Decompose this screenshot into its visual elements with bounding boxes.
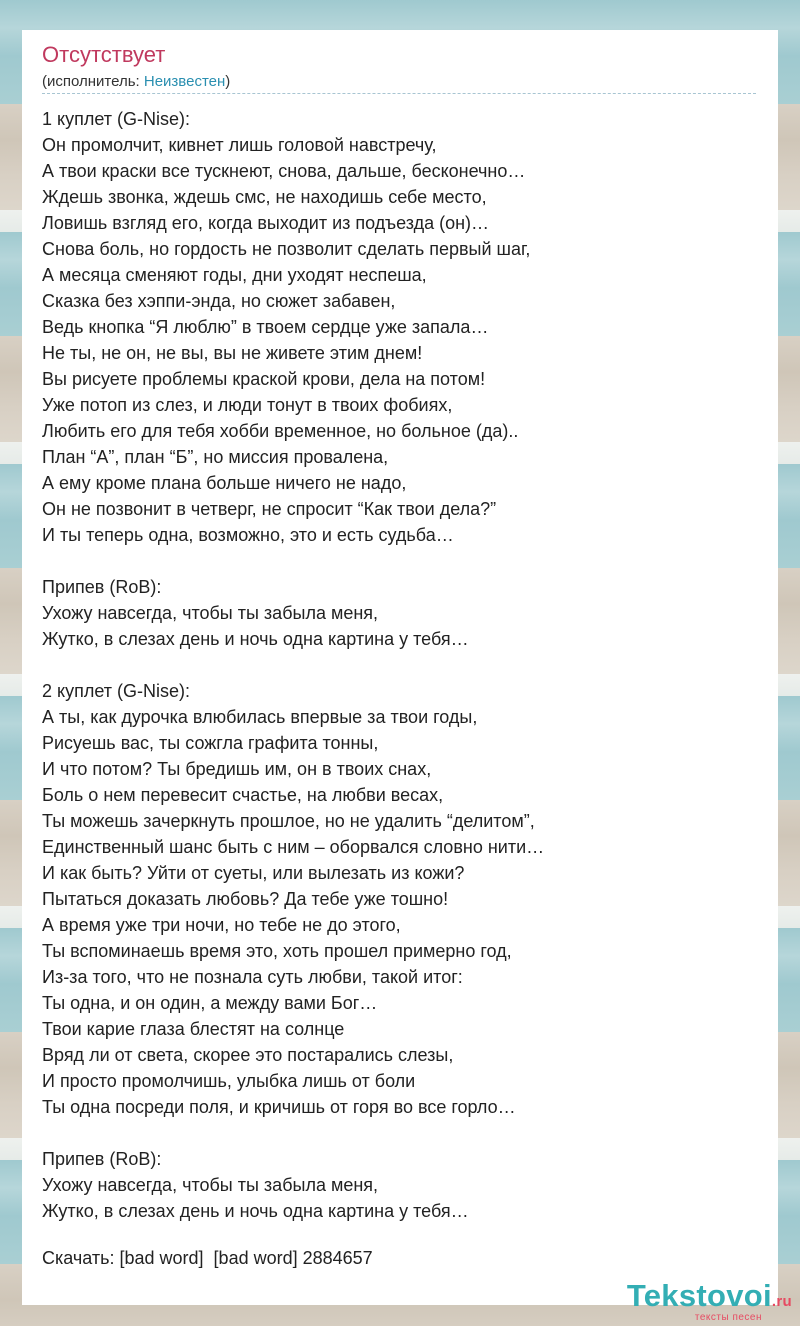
lyrics-line: Вы рисуете проблемы краской крови, дела на потом! xyxy=(42,369,486,389)
logo-domain: .ru xyxy=(771,1293,792,1310)
lyrics-line: Ты можешь зачеркнуть прошлое, но не удалить “делитом”, xyxy=(42,811,535,831)
lyrics-line: Твои карие глаза блестят на солнце xyxy=(42,1019,345,1039)
lyrics-blank-line xyxy=(42,652,762,678)
download-line: Скачать: [bad word] [bad word] 2884657 xyxy=(42,1248,373,1268)
lyrics-line: Припев (RoB): xyxy=(42,577,162,597)
lyrics-line: Боль о нем перевесит счастье, на любви весах, xyxy=(42,785,444,805)
song-title: Отсутствует xyxy=(42,42,166,67)
artist-line xyxy=(42,73,230,90)
lyrics-line: Ты вспоминаешь время это, хоть прошел примерно год, xyxy=(42,941,512,961)
lyrics-line: И как быть? Уйти от суеты, или вылезать из кожи? xyxy=(42,863,465,883)
lyrics-line: А ему кроме плана больше ничего не надо, xyxy=(42,473,407,493)
logo-name: Tekstovoi xyxy=(626,1278,772,1313)
lyrics-line: Ловишь взгляд его, когда выходит из подъезда (он)… xyxy=(42,213,490,233)
lyrics-line: Рисуешь вас, ты сожгла графита тонны, xyxy=(42,733,379,753)
lyrics-line: Любить его для тебя хобби временное, но больное (да).. xyxy=(42,421,519,441)
logo-tagline: тексты песен xyxy=(694,1312,762,1323)
lyrics-line: И просто промолчишь, улыбка лишь от боли xyxy=(42,1071,416,1091)
lyrics-line: Он промолчит, кивнет лишь головой навстречу, xyxy=(42,135,437,155)
lyrics-line: Припев (RoB): xyxy=(42,1149,162,1169)
lyrics-line: Ухожу навсегда, чтобы ты забыла меня, xyxy=(42,603,379,623)
lyrics-line: А твои краски все тускнеют, снова, дальше, бесконечно… xyxy=(42,161,526,181)
lyrics-line: А время уже три ночи, но тебе не до этого, xyxy=(42,915,401,935)
lyrics-line: Ты одна, и он один, а между вами Бог… xyxy=(42,993,378,1013)
lyrics-line: Ждешь звонка, ждешь смс, не находишь себе место, xyxy=(42,187,487,207)
lyrics-line: Пытаться доказать любовь? Да тебе уже тошно! xyxy=(42,889,449,909)
lyrics-line: Ухожу навсегда, чтобы ты забыла меня, xyxy=(42,1175,379,1195)
artist-prefix: (исполнитель: xyxy=(42,73,144,90)
title-divider xyxy=(42,93,756,94)
lyrics-line: Не ты, не он, не вы, вы не живете этим днем! xyxy=(42,343,423,363)
lyrics-line: Жутко, в слезах день и ночь одна картина у тебя… xyxy=(42,1201,469,1221)
lyrics-body xyxy=(42,106,762,1224)
lyrics-line: А месяца сменяют годы, дни уходят неспеша, xyxy=(42,265,427,285)
lyrics-line: И ты теперь одна, возможно, это и есть судьба… xyxy=(42,525,454,545)
lyrics-line: Уже потоп из слез, и люди тонут в твоих фобиях, xyxy=(42,395,453,415)
lyrics-blank-line xyxy=(42,1120,762,1146)
lyrics-line: И что потом? Ты бредишь им, он в твоих снах, xyxy=(42,759,432,779)
artist-suffix: ) xyxy=(225,73,231,90)
lyrics-line: Единственный шанс быть с ним – оборвался словно нити… xyxy=(42,837,545,857)
lyrics-line: 1 куплет (G-Nise): xyxy=(42,109,190,129)
lyrics-line: Снова боль, но гордость не позволит сделать первый шаг, xyxy=(42,239,531,259)
lyrics-line: Он не позвонит в четверг, не спросит “Как твои дела?” xyxy=(42,499,497,519)
lyrics-line: Из-за того, что не познала суть любви, такой итог: xyxy=(42,967,463,987)
site-logo[interactable] xyxy=(582,1278,792,1322)
lyrics-line: Сказка без хэппи-энда, но сюжет забавен, xyxy=(42,291,396,311)
lyrics-line: 2 куплет (G-Nise): xyxy=(42,681,190,701)
lyrics-blank-line xyxy=(42,548,762,574)
lyrics-card xyxy=(22,30,778,1305)
lyrics-line: Ты одна посреди поля, и кричишь от горя во все горло… xyxy=(42,1097,516,1117)
lyrics-line: А ты, как дурочка влюбилась впервые за твои годы, xyxy=(42,707,478,727)
lyrics-line: Жутко, в слезах день и ночь одна картина у тебя… xyxy=(42,629,469,649)
lyrics-line: Ведь кнопка “Я люблю” в твоем сердце уже запала… xyxy=(42,317,489,337)
lyrics-line: Вряд ли от света, скорее это постарались слезы, xyxy=(42,1045,454,1065)
lyrics-line: План “А”, план “Б”, но миссия провалена, xyxy=(42,447,389,467)
artist-link[interactable]: Неизвестен xyxy=(143,73,226,90)
logo-wordmark xyxy=(627,1278,792,1314)
